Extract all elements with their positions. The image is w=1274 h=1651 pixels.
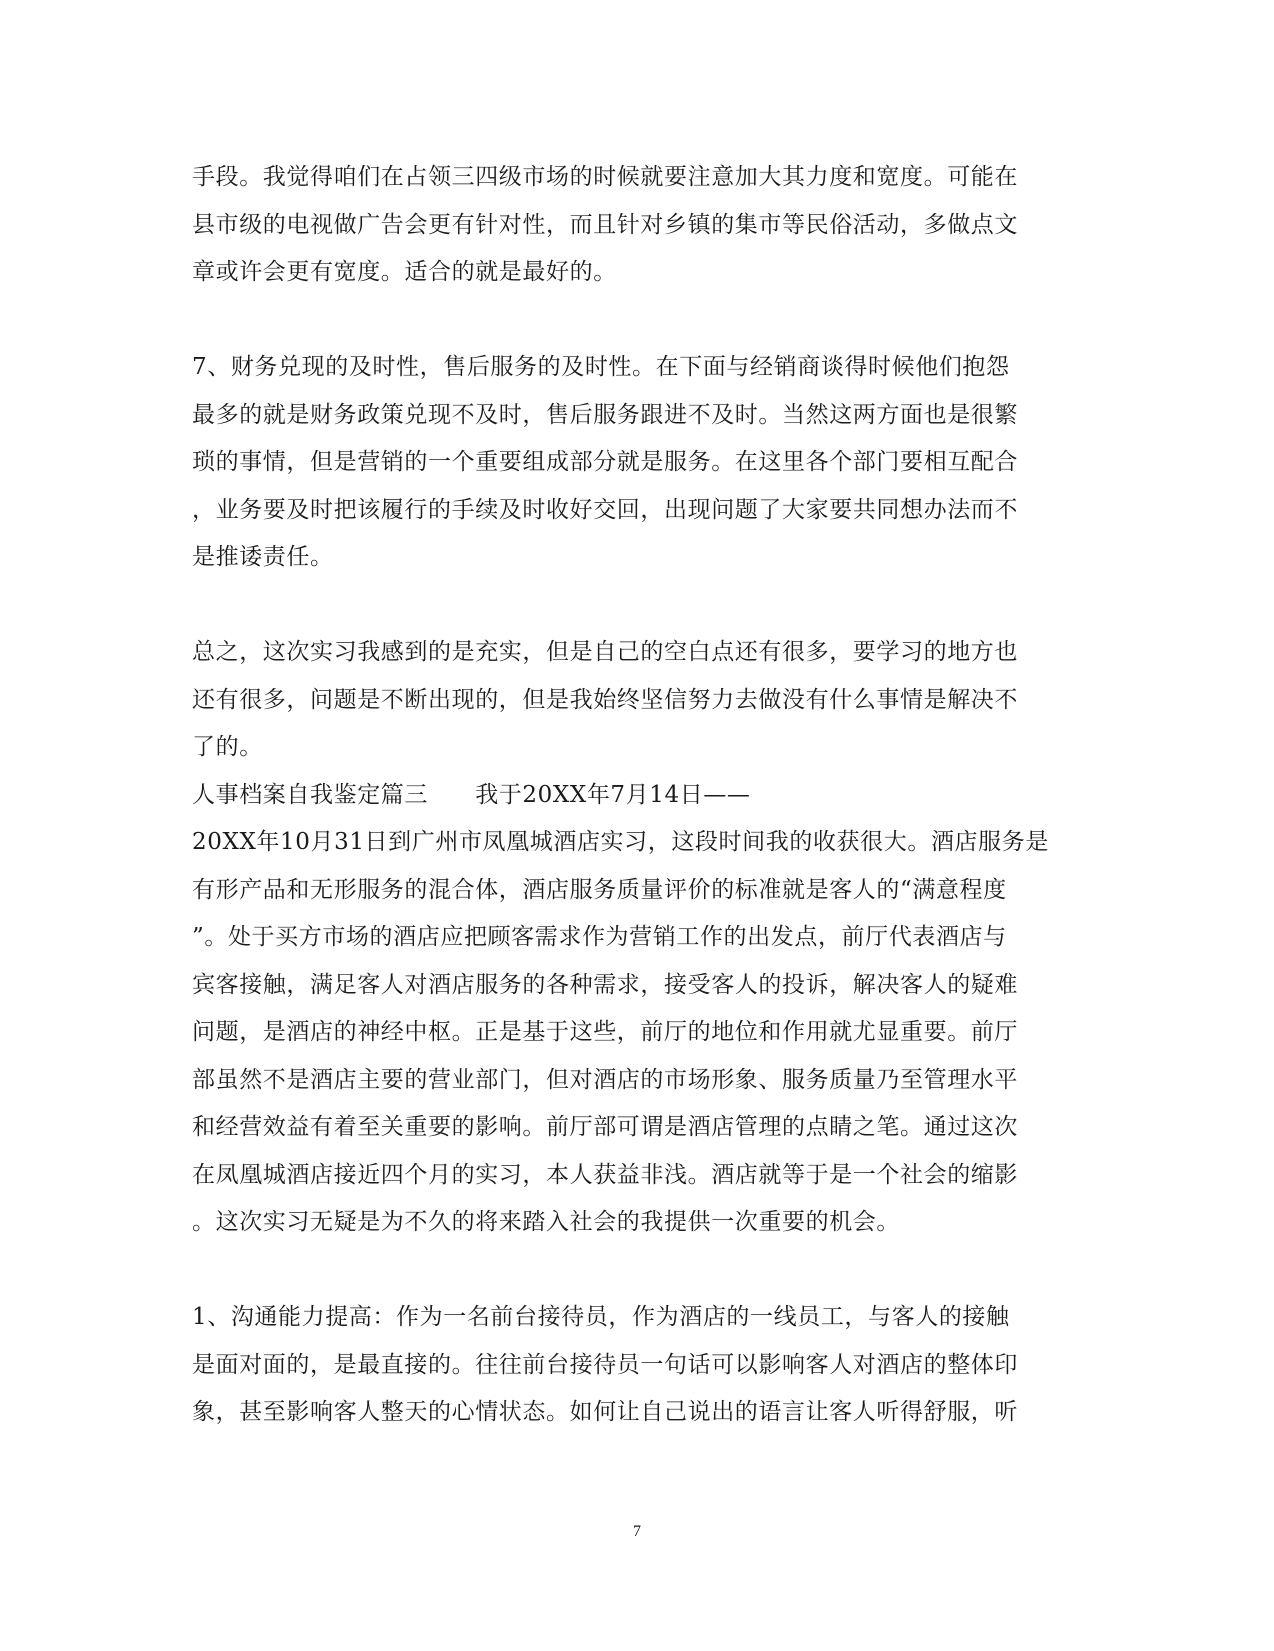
text-line: 部虽然不是酒店主要的营业部门，但对酒店的市场形象、服务质量乃至管理水平 [192, 1066, 1018, 1093]
paragraph-finance [192, 344, 1072, 582]
text-line: 在凤凰城酒店接近四个月的实习，本人获益非浅。酒店就等于是一个社会的缩影 [192, 1161, 1018, 1188]
paragraph-spacer [192, 582, 1072, 630]
text-line: 有形产品和无形服务的混合体，酒店服务质量评价的标准就是客人的“满意程度 [192, 876, 1007, 903]
paragraph-spacer [192, 1247, 1072, 1295]
text-line: 章或许会更有宽度。适合的就是最好的。 [192, 259, 617, 285]
text-line: 手段。我觉得咱们在占领三四级市场的时候就要注意加大其力度和宽度。可能在 [192, 164, 1018, 190]
text-line: 是推诿责任。 [192, 544, 334, 570]
text-line: 是面对面的，是最直接的。往往前台接待员一句话可以影响客人对酒店的整体印 [192, 1351, 1018, 1378]
text-line: 琐的事情，但是营销的一个重要组成部分就是服务。在这里各个部门要相互配合 [192, 449, 1018, 475]
text-line: 20XX年10月31日到广州市凤凰城酒店实习，这段时间我的收获很大。酒店服务是 [192, 829, 1049, 855]
paragraph-summary [192, 629, 1072, 1247]
text-line: 1、沟通能力提高：作为一名前台接待员，作为酒店的一线员工，与客人的接触 [192, 1304, 1010, 1330]
document-body [192, 154, 1072, 1437]
text-line: ”。处于买方市场的酒店应把顾客需求作为营销工作的出发点，前厅代表酒店与 [192, 924, 1007, 950]
paragraph-communication [192, 1294, 1072, 1437]
text-line: 问题，是酒店的神经中枢。正是基于这些，前厅的地位和作用就尤显重要。前厅 [192, 1019, 1018, 1045]
text-line: 7、财务兑现的及时性，售后服务的及时性。在下面与经销商谈得时候他们抱怨 [192, 354, 1010, 380]
text-line: 总之，这次实习我感到的是充实，但是自己的空白点还有很多，要学习的地方也 [192, 639, 1018, 665]
text-line: 。这次实习无疑是为不久的将来踏入社会的我提供一次重要的机会。 [192, 1209, 900, 1235]
text-line: 和经营效益有着至关重要的影响。前厅部可谓是酒店管理的点睛之笔。通过这次 [192, 1114, 1018, 1140]
section-heading-line: 人事档案自我鉴定篇三 我于20XX年7月14日—— [192, 781, 751, 808]
page-number: 7 [633, 1523, 641, 1540]
text-line: 最多的就是财务政策兑现不及时，售后服务跟进不及时。当然这两方面也是很繁 [192, 401, 1018, 428]
text-line: 还有很多，问题是不断出现的，但是我始终坚信努力去做没有什么事情是解决不 [192, 686, 1018, 713]
text-line: 了的。 [192, 734, 263, 760]
text-line: ，业务要及时把该履行的手续及时收好交回，出现问题了大家要共同想办法而不 [192, 496, 1018, 523]
text-line: 象，甚至影响客人整天的心情状态。如何让自己说出的语言让客人听得舒服，听 [192, 1399, 1018, 1425]
paragraph-market [192, 154, 1072, 297]
text-line: 县市级的电视做广告会更有针对性，而且针对乡镇的集市等民俗活动，多做点文 [192, 211, 1018, 238]
text-line: 宾客接触，满足客人对酒店服务的各种需求，接受客人的投诉，解决客人的疑难 [192, 971, 1018, 998]
paragraph-spacer [192, 297, 1072, 345]
